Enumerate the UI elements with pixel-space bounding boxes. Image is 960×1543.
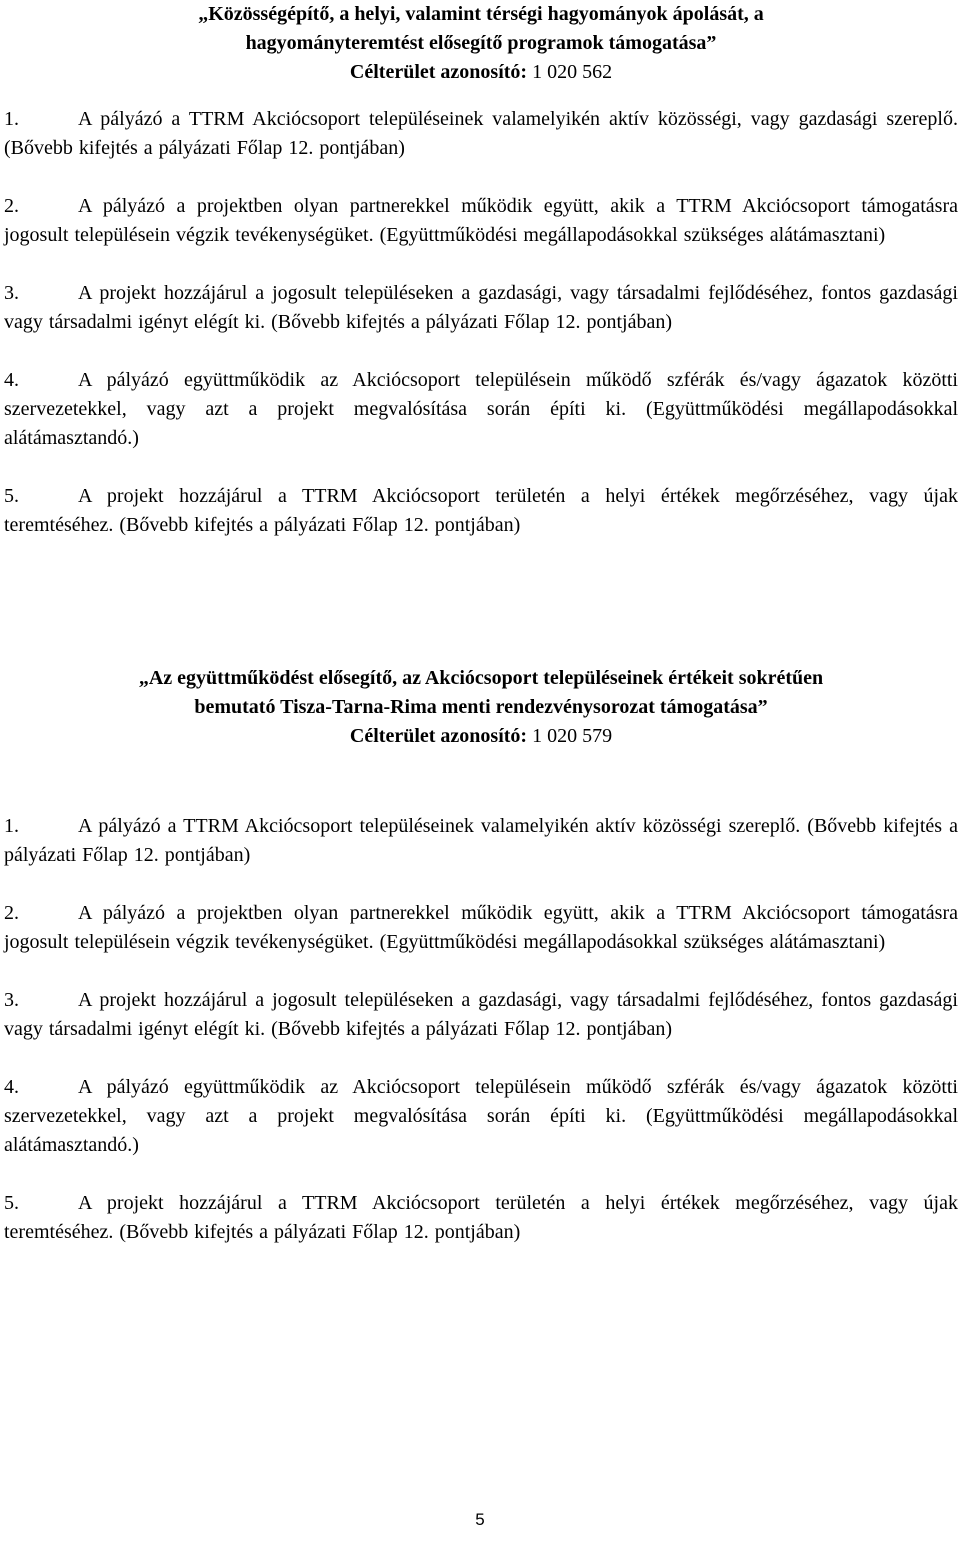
list-item-number: 5. <box>4 1192 19 1214</box>
section-2-criteria-list <box>4 812 958 1247</box>
section-2-code-value: 1 020 579 <box>532 725 613 747</box>
list-item-text: A pályázó a TTRM Akciócsoport településeinek valamelyikén aktív közösségi, vagy gazdasági szereplő. (Bővebb kifejtés a pályázati Főlap 12. pontjában) <box>4 108 958 159</box>
list-item-number: 2. <box>4 195 19 217</box>
list-item-number: 2. <box>4 902 19 924</box>
list-item-text: A pályázó a projektben olyan partnerekkel működik együtt, akik a TTRM Akciócsoport támogatásra jogosult településein végzik tevékenységüket. (Együttműködési megállapodásokkal szükséges alátámasztani) <box>4 902 958 953</box>
list-item <box>4 1073 958 1160</box>
list-item-text: A projekt hozzájárul a jogosult településeken a gazdasági, vagy társadalmi fejlődéséhez, fontos gazdasági vagy társadalmi igényt elégít ki. (Bővebb kifejtés a pályázati Főlap 12. pontjában) <box>4 282 958 333</box>
section-2-code <box>4 722 958 751</box>
section-1-code <box>4 58 958 87</box>
section-1-title <box>4 0 958 87</box>
list-item-number: 3. <box>4 282 19 304</box>
section-2-title-line-1: „Az együttműködést elősegítő, az Akciócsoport településeinek értékeit sokrétűen <box>138 667 824 689</box>
section-2-code-label: Célterület azonosító: <box>349 725 528 747</box>
list-item <box>4 986 958 1044</box>
list-item-text: A projekt hozzájárul a TTRM Akciócsoport területén a helyi értékek megőrzéséhez, vagy újak teremtéséhez. (Bővebb kifejtés a pályázati Főlap 12. pontjában) <box>4 1192 958 1243</box>
list-item <box>4 812 958 870</box>
list-item-text: A projekt hozzájárul a jogosult településeken a gazdasági, vagy társadalmi fejlődéséhez, fontos gazdasági vagy társadalmi igényt elégít ki. (Bővebb kifejtés a pályázati Főlap 12. pontjában) <box>4 989 958 1040</box>
list-item <box>4 105 958 163</box>
list-item-number: 5. <box>4 485 19 507</box>
list-item-text: A projekt hozzájárul a TTRM Akciócsoport területén a helyi értékek megőrzéséhez, vagy újak teremtéséhez. (Bővebb kifejtés a pályázati Főlap 12. pontjában) <box>4 485 958 536</box>
list-item-number: 1. <box>4 815 19 837</box>
list-item-text: A pályázó együttműködik az Akciócsoport településein működő szférák és/vagy ágazatok közötti szervezetekkel, vagy azt a projekt megvalósítása során építi ki. (Együttműködési megállapodásokkal alátámasztandó.) <box>4 1076 958 1156</box>
list-item-text: A pályázó a projektben olyan partnerekkel működik együtt, akik a TTRM Akciócsoport támogatásra jogosult településein végzik tevékenységüket. (Együttműködési megállapodásokkal szükséges alátámasztani) <box>4 195 958 246</box>
list-item <box>4 279 958 337</box>
section-2 <box>4 664 958 751</box>
section-2-title <box>4 664 958 751</box>
document-page <box>4 0 958 1543</box>
list-item <box>4 366 958 453</box>
list-item-number: 1. <box>4 108 19 130</box>
section-1 <box>4 0 958 87</box>
list-item-number: 4. <box>4 1076 19 1098</box>
list-item <box>4 899 958 957</box>
list-item <box>4 192 958 250</box>
section-1-criteria-list <box>4 105 958 540</box>
list-item-text: A pályázó együttműködik az Akciócsoport településein működő szférák és/vagy ágazatok közötti szervezetekkel, vagy azt a projekt megvalósítása során építi ki. (Együttműködési megállapodásokkal alátámasztandó.) <box>4 369 958 449</box>
section-1-code-value: 1 020 562 <box>532 61 613 83</box>
section-1-title-line-2: hagyományteremtést elősegítő programok támogatása” <box>245 32 717 54</box>
list-item <box>4 482 958 540</box>
list-item-text: A pályázó a TTRM Akciócsoport településeinek valamelyikén aktív közösségi szereplő. (Bővebb kifejtés a pályázati Főlap 12. pontjában) <box>4 815 958 866</box>
page-number: 5 <box>475 1510 485 1529</box>
list-item-number: 4. <box>4 369 19 391</box>
section-1-code-label: Célterület azonosító: <box>349 61 528 83</box>
list-item <box>4 1189 958 1247</box>
section-1-title-line-1: „Közösségépítő, a helyi, valamint térségi hagyományok ápolását, a <box>198 3 764 25</box>
section-2-title-line-2: bemutató Tisza-Tarna-Rima menti rendezvénysorozat támogatása” <box>194 696 768 718</box>
list-item-number: 3. <box>4 989 19 1011</box>
